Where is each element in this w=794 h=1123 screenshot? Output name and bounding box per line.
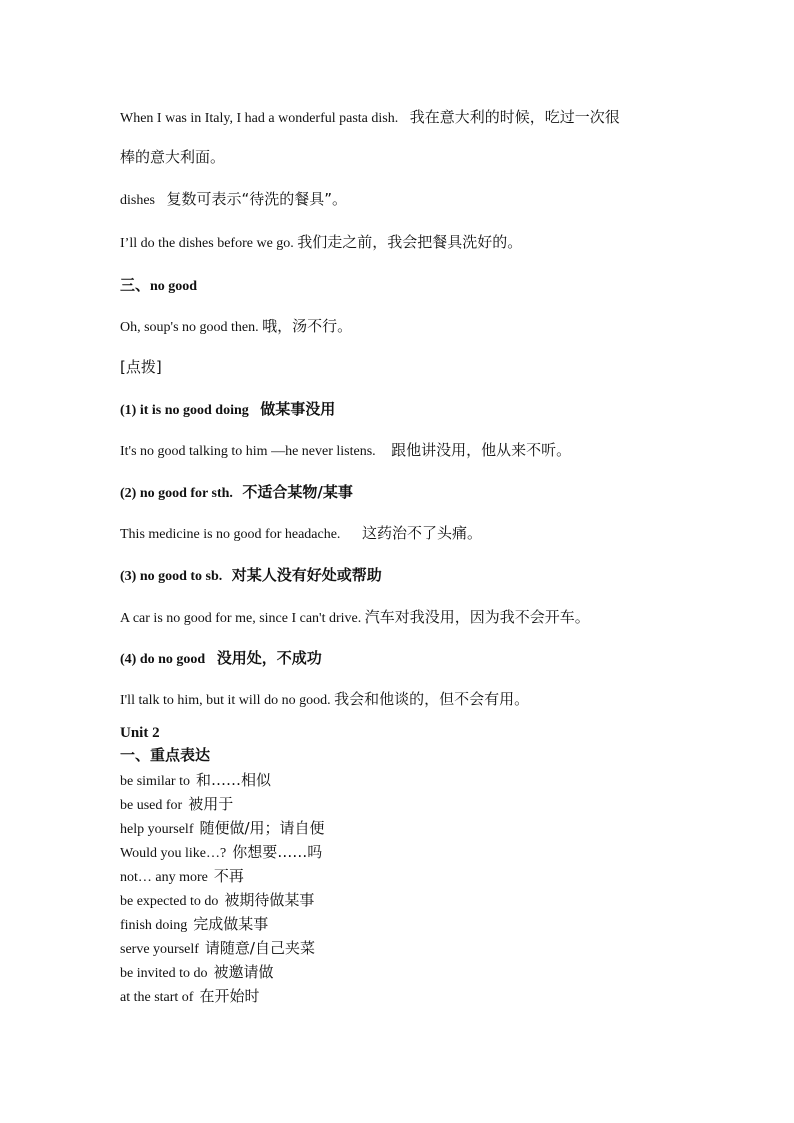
chinese-text: 和……相似 <box>196 771 272 789</box>
section-heading-key-expressions: 一、重点表达 <box>120 746 211 764</box>
english-text: Oh, soup's no good then. <box>120 320 259 335</box>
english-text: I’ll do the dishes before we go. <box>120 236 294 251</box>
list-item <box>120 842 325 866</box>
chinese-text: 没用处，不成功 <box>216 649 322 667</box>
sentence-italy <box>120 108 620 128</box>
english-text: (1) it is no good doing <box>120 403 249 418</box>
usage-example-4 <box>120 690 529 710</box>
chinese-text: 你想要……吗 <box>232 843 323 861</box>
sentence-italy-cont <box>120 148 225 168</box>
usage-example-1 <box>120 441 571 461</box>
list-item <box>120 770 325 794</box>
chinese-text: 随便做/用；请自便 <box>199 819 325 837</box>
unit-title: Unit 2 <box>120 725 160 741</box>
list-item <box>120 938 325 962</box>
usage-heading-3 <box>120 566 382 586</box>
list-item <box>120 818 325 842</box>
english-text: (4) do no good <box>120 652 206 667</box>
example-soup <box>120 317 352 337</box>
english-text: (3) no good to sb. <box>120 569 223 584</box>
chinese-text: 做某事没用 <box>260 400 336 418</box>
chinese-text: 我们走之前，我会把餐具洗好的。 <box>297 233 523 251</box>
english-text: be expected to do <box>120 894 219 909</box>
english-text: dishes <box>120 193 155 208</box>
tip-text: [点拨] <box>120 358 162 376</box>
chinese-text: 不再 <box>213 867 244 885</box>
tip-label <box>120 358 162 378</box>
list-item <box>120 890 325 914</box>
english-text: When I was in Italy, I had a wonderful pasta dish. <box>120 111 399 126</box>
chinese-text: 被邀请做 <box>213 963 274 981</box>
chinese-text: 在开始时 <box>199 987 260 1005</box>
chinese-text: 哦，汤不行。 <box>262 317 353 335</box>
list-item <box>120 794 325 818</box>
usage-example-2 <box>120 524 482 544</box>
chinese-text: 请随意/自己夹菜 <box>204 939 315 957</box>
expression-list <box>120 770 325 1010</box>
section-title: no good <box>150 279 198 294</box>
english-text: be invited to do <box>120 966 208 981</box>
list-item <box>120 962 325 986</box>
english-text: not… any more <box>120 870 208 885</box>
usage-heading-1 <box>120 400 335 420</box>
chinese-text: 跟他讲没用，他从来不听。 <box>391 441 572 459</box>
list-item <box>120 866 325 890</box>
chinese-text: 棒的意大利面。 <box>120 148 226 166</box>
chinese-text: 我会和他谈的，但不会有用。 <box>334 690 530 708</box>
english-text: (2) no good for sth. <box>120 486 233 501</box>
chinese-text: 这药治不了头痛。 <box>361 524 482 542</box>
english-text: be used for <box>120 798 183 813</box>
english-text: serve yourself <box>120 942 199 957</box>
section-heading-no-good <box>120 276 197 296</box>
usage-heading-4 <box>120 649 322 669</box>
list-item <box>120 986 325 1010</box>
chinese-text: 完成做某事 <box>193 915 269 933</box>
usage-heading-2 <box>120 483 353 503</box>
english-text: help yourself <box>120 822 194 837</box>
english-text: I'll talk to him, but it will do no good. <box>120 693 331 708</box>
english-text: be similar to <box>120 774 190 789</box>
example-dishes <box>120 233 522 253</box>
english-text: at the start of <box>120 990 194 1005</box>
usage-example-3 <box>120 608 590 628</box>
chinese-text: 被用于 <box>188 795 234 813</box>
chinese-text: 复数可表示“待洗的餐具”。 <box>166 190 348 208</box>
note-dishes <box>120 190 347 210</box>
english-text: Would you like…? <box>120 846 227 861</box>
english-text: A car is no good for me, since I can't drive. <box>120 611 362 626</box>
chinese-text: 不适合某物/某事 <box>242 483 353 501</box>
english-text: It's no good talking to him —he never listens. <box>120 444 376 459</box>
list-item <box>120 914 325 938</box>
chinese-text: 被期待做某事 <box>224 891 315 909</box>
section-number: 三、 <box>120 276 151 294</box>
chinese-text: 我在意大利的时候，吃过一次很 <box>409 108 620 126</box>
chinese-text: 汽车对我没用，因为我不会开车。 <box>364 608 590 626</box>
english-text: This medicine is no good for headache. <box>120 527 341 542</box>
english-text: finish doing <box>120 918 188 933</box>
chinese-text: 对某人没有好处或帮助 <box>231 566 382 584</box>
